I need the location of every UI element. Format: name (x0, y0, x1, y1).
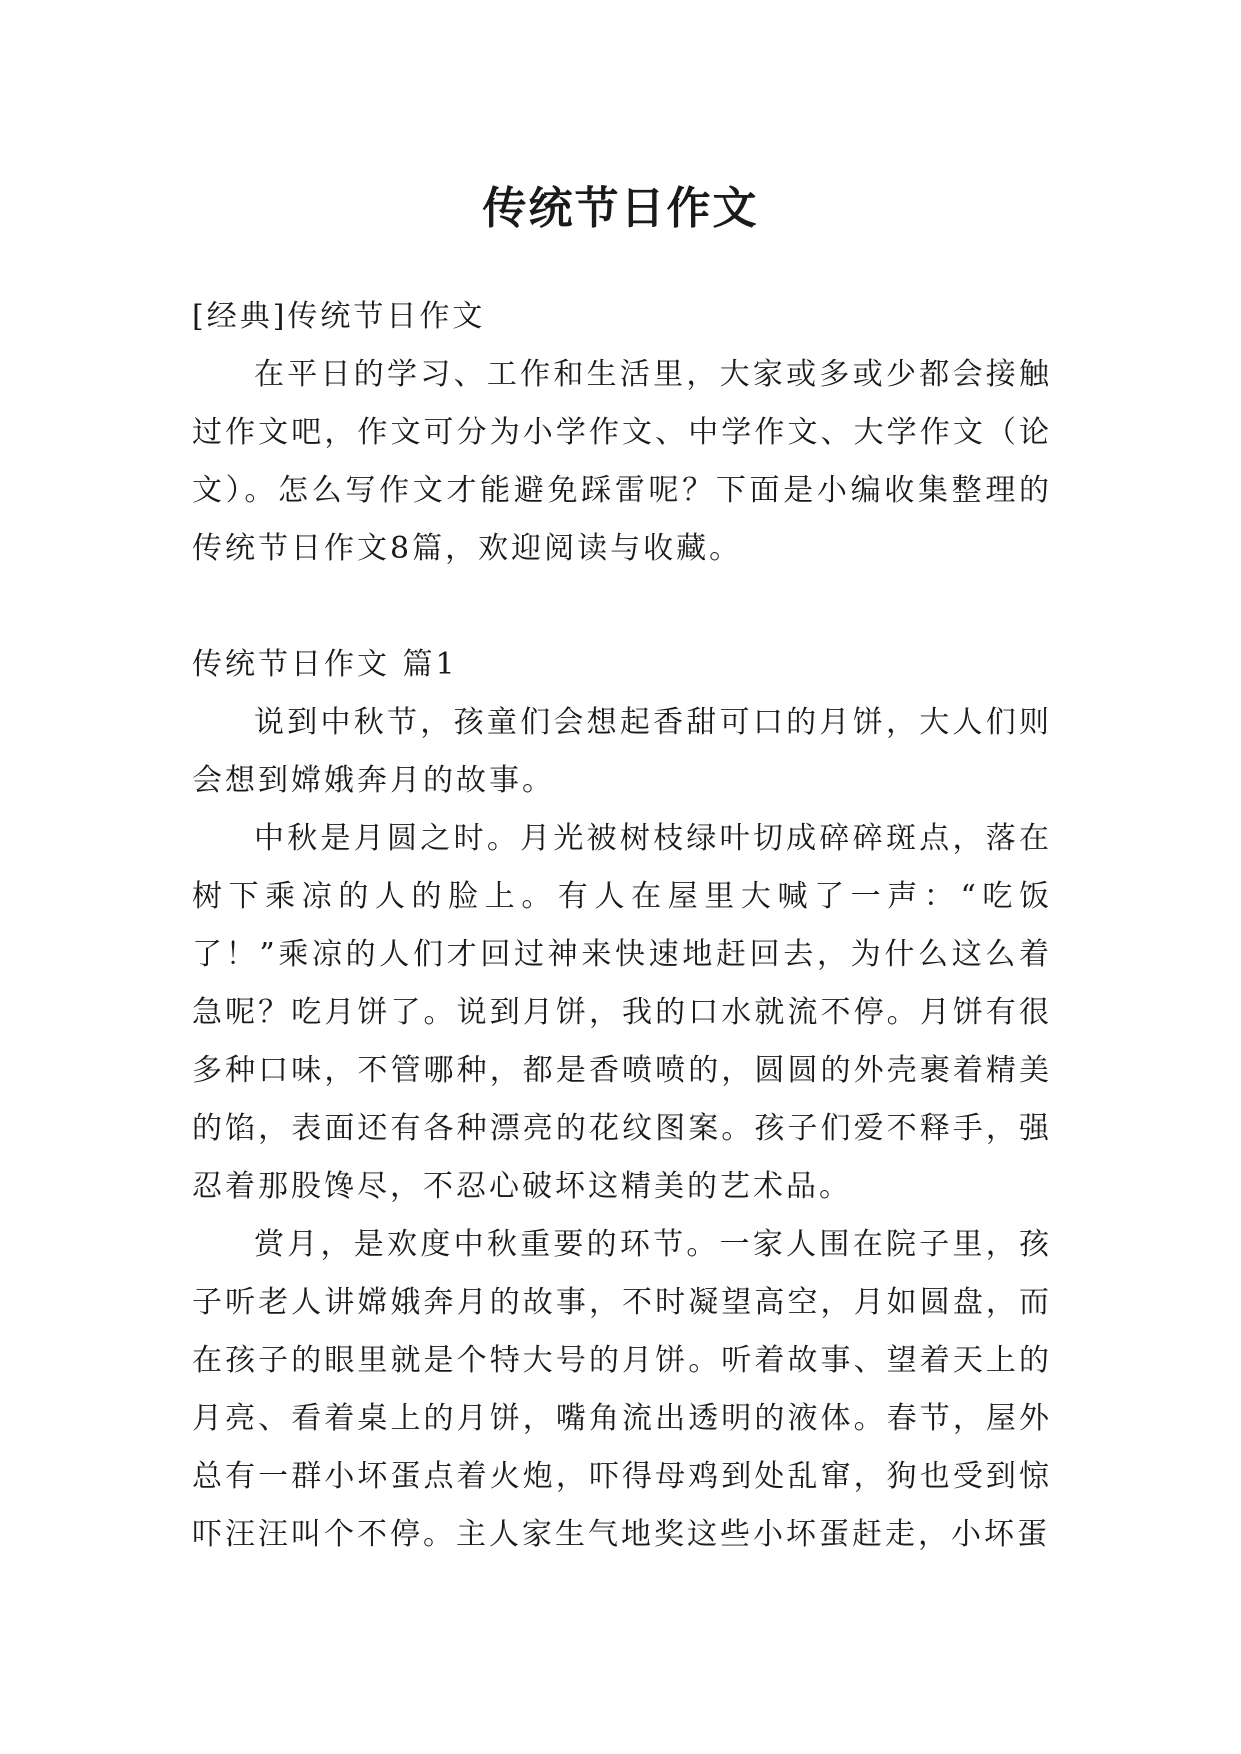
intro-paragraph: 在平日的学习、工作和生活里，大家或多或少都会接触过作文吧，作文可分为小学作文、中学作文、大学作文（论文）。怎么写作文才能避免踩雷呢？下面是小编收集整理的传统节日作文8篇，欢迎阅读与收藏。 (192, 357, 1052, 566)
section-spacer (192, 578, 1052, 636)
body-paragraph-1: 说到中秋节，孩童们会想起香甜可口的月饼，大人们则会想到嫦娥奔月的故事。 (192, 705, 1052, 798)
body-paragraph-2: 中秋是月圆之时。月光被树枝绿叶切成碎碎斑点，落在树下乘凉的人的脸上。有人在屋里大喊了一声：“吃饭了！”乘凉的人们才回过神来快速地赶回去，为什么这么着急呢？吃月饼了。说到月饼，我的口水就流不停。月饼有很多种口味，不管哪种，都是香喷喷的，圆圆的外壳裹着精美的馅，表面还有各种漂亮的花纹图案。孩子们爱不释手，强忍着那股馋尽，不忍心破坏这精美的艺术品。 (192, 821, 1052, 1204)
document-subtitle: [经典]传统节日作文 (192, 299, 486, 334)
section-heading: 传统节日作文 篇1 (192, 647, 458, 682)
body-paragraph-3: 赏月，是欢度中秋重要的环节。一家人围在院子里，孩子听老人讲嫦娥奔月的故事，不时凝望高空，月如圆盘，而在孩子的眼里就是个特大号的月饼。听着故事、望着天上的月亮、看着桌上的月饼，嘴角流出透明的液体。春节，屋外总有一群小坏蛋点着火炮，吓得母鸡到处乱窜，狗也受到惊吓汪汪叫个不停。主人家生气地奖这些小坏蛋赶走，小坏蛋 (192, 1227, 1052, 1552)
document-body (192, 288, 1052, 1564)
document-title: 传统节日作文 (482, 183, 759, 235)
